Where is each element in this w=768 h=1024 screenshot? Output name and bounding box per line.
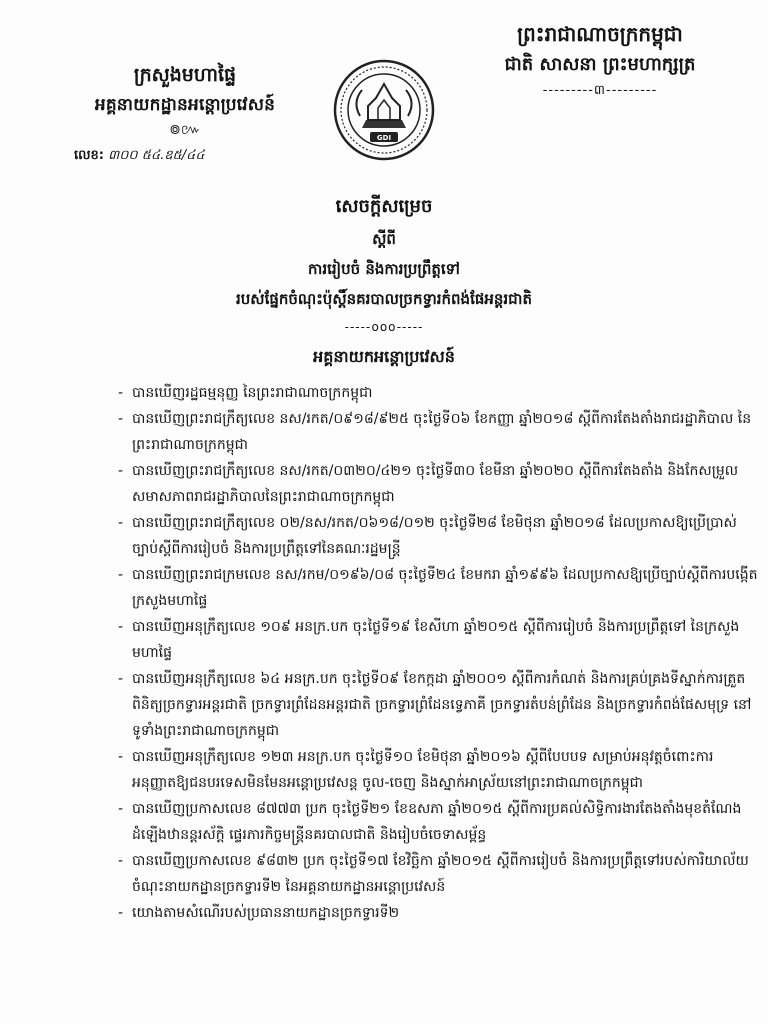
list-item (118, 380, 758, 406)
list-item (118, 510, 758, 562)
list-bullet: - (118, 905, 124, 921)
ministry-name: ក្រសួងមហាផ្ទៃ (133, 64, 237, 86)
list-item-text: បានឃើញព្រះរាជក្រឹត្យលេខ ០២/នស/រកត/០៦១៨/០១២ ចុះថ្ងៃទី២៨ ខែមិថុនា ឆ្នាំ២០១៨ ដែលប្រកាសឱ្យប្រើប្រាស់ច្បាប់ស្តីពីការរៀបចំ និងការប្រព្រឹត្តទៅនៃគណៈរដ្ឋមន្ត្រី (132, 515, 737, 557)
list-item-text: បានឃើញព្រះរាជក្រឹត្យលេខ នស/រកត/០៩១៨/៩២៥ ចុះថ្ងៃទី០៦ ខែកញ្ញា ឆ្នាំ២០១៨ ស្តីពីការតែងតាំងរាជរដ្ឋាភិបាល នៃព្រះរាជាណាចក្រកម្ពុជា (132, 411, 752, 453)
reference-label: លេខ: (74, 148, 104, 163)
reference-number (74, 147, 205, 166)
list-bullet: - (118, 385, 124, 401)
list-item-text: បានឃើញអនុក្រឹត្យលេខ ១២៣ អនក្រ.បក ចុះថ្ងៃទី១០ ខែមិថុនា ឆ្នាំ២០១៦ ស្តីពីបែបបទ សម្រាប់អនុវត្តចំពោះការអនុញ្ញាតឱ្យជនបរទេសមិនមែនអន្តោប្រវេសន្ត ចូល-ចេញ និងស្នាក់អាស្រ័យនៅព្រះរាជាណាចក្រកម្ពុជា (132, 749, 714, 791)
department-name: អគ្គនាយកដ្ឋានអន្តោប្រវេសន៍ (94, 95, 276, 115)
kingdom-header (470, 18, 730, 102)
title-separator: -----ooo----- (344, 320, 424, 334)
list-bullet: - (118, 749, 124, 765)
list-item (118, 744, 758, 796)
list-item-text: បានឃើញអនុក្រឹត្យលេខ ១០៩ អនក្រ.បក ចុះថ្ងៃទី១៩ ខែសីហា ឆ្នាំ២០១៥ ស្តីពីការរៀបចំ និងការប្រព្រឹត្តទៅ នៃក្រសួងមហាផ្ទៃ (132, 619, 740, 661)
seal-text: GDI (376, 134, 392, 142)
national-motto: ជាតិ សាសនា ព្រះមហាក្សត្រ (504, 54, 696, 75)
issuer-header (60, 60, 310, 138)
list-bullet: - (118, 567, 124, 583)
decision-title-block (0, 190, 768, 340)
list-bullet: - (118, 619, 124, 635)
list-item (118, 900, 758, 926)
list-item-text: បានឃើញព្រះរាជក្រមលេខ នស/រកម/០១៩៦/០៨ ចុះថ្ងៃទី២៤ ខែមករា ឆ្នាំ១៩៩៦ ដែលប្រកាសឱ្យប្រើច្បាប់ស្តីពីការបង្កើតក្រសួងមហាផ្ទៃ (132, 567, 758, 609)
authority-heading: អគ្គនាយកអន្តោប្រវេសន៍ (313, 347, 455, 366)
list-item (118, 562, 758, 614)
list-item-text: បានឃើញអនុក្រឹត្យលេខ ៦៤ អនក្រ.បក ចុះថ្ងៃទី០៩ ខែកក្កដា ឆ្នាំ២០០១ ស្តីពីការកំណត់ និងការគ្រប់គ្រងទីស្នាក់ការត្រួតពិនិត្យច្រកទ្វារអន្តរជាតិ ច្រកទ្វារព្រំដែនអន្តរជាតិ ច្រកទ្វារព្រំដែនទ្វេភាគី ច្រកទ្វារតំបន់ព្រំដែន និងច្រកទ្វារកំពង់ផែសមុទ្រ នៅទូទាំងព្រះរាជាណាចក្រកម្ពុជា (132, 671, 752, 739)
list-item-text: យោងតាមសំណើរបស់ប្រធាននាយកដ្ឋានច្រកទ្វារទី២ (132, 905, 400, 921)
list-item (118, 614, 758, 666)
list-bullet: - (118, 411, 124, 427)
list-bullet: - (118, 463, 124, 479)
title-subject: ការរៀបចំ និងការប្រព្រឹត្តទៅ (308, 260, 460, 278)
list-bullet: - (118, 515, 124, 531)
decision-title: សេចក្តីសម្រេច (335, 196, 433, 217)
reference-value: ៣០០ ៥៤.ឧ៥/៤៤ (108, 148, 205, 163)
recitals-list (118, 380, 758, 926)
header-divider: ---------៣--------- (542, 83, 658, 98)
list-item-text: បានឃើញប្រកាសលេខ ៨៧៧៣ ប្រក ចុះថ្ងៃទី២១ ខែឧសភា ឆ្នាំ២០១៥ ស្តីពីការប្រគល់សិទ្ធិការងារតែងតាំងមុខតំណែង ដំឡើងឋានន្តរស័ក្តិ ផ្ទេរភារកិច្ចមន្ត្រីនគរបាលជាតិ និងរៀបចំចេទាសម្ព័ន្ធ (132, 801, 742, 843)
list-item (118, 796, 758, 848)
list-item (118, 666, 758, 744)
list-item-text: បានឃើញប្រកាសលេខ ៩៨៣២ ប្រក ចុះថ្ងៃទី១៧ ខែវិច្ឆិកា ឆ្នាំ២០១៥ ស្តីពីការរៀបចំ និងការប្រព្រឹត្តទៅរបស់ការិយាល័យចំណុះនាយកដ្ឋានច្រកទ្វារទី២ នៃអគ្គនាយកដ្ឋានអន្តោប្រវេសន៍ (132, 853, 749, 895)
list-item (118, 458, 758, 510)
list-item (118, 406, 758, 458)
list-item-text: បានឃើញរដ្ឋធម្មនុញ្ញ នៃព្រះរាជាណាចក្រកម្ពុជា (132, 385, 373, 401)
list-item-text: បានឃើញព្រះរាជក្រឹត្យលេខ នស/រកត/០៣២០/៤២១ ចុះថ្ងៃទី៣០ ខែមីនា ឆ្នាំ២០២០ ស្តីពីការតែងតាំង និងកែសម្រួលសមាសភាពរាជរដ្ឋាភិបាលនៃព្រះរាជាណាចក្រកម្ពុជា (132, 463, 739, 505)
list-bullet: - (118, 671, 124, 687)
kingdom-name: ព្រះរាជាណាចក្រកម្ពុជា (517, 22, 683, 46)
title-scope: របស់ផ្នែកចំណុះប៉ុស្តិ៍នគរបាលច្រកទ្វារកំពង់ផែអន្តរជាតិ (236, 290, 532, 308)
list-bullet: - (118, 801, 124, 817)
title-about: ស្តីពី (372, 230, 396, 248)
ministry-seal-icon (332, 58, 436, 162)
list-item (118, 848, 758, 900)
ornament: ៙៚ (169, 122, 201, 138)
list-bullet: - (118, 853, 124, 869)
